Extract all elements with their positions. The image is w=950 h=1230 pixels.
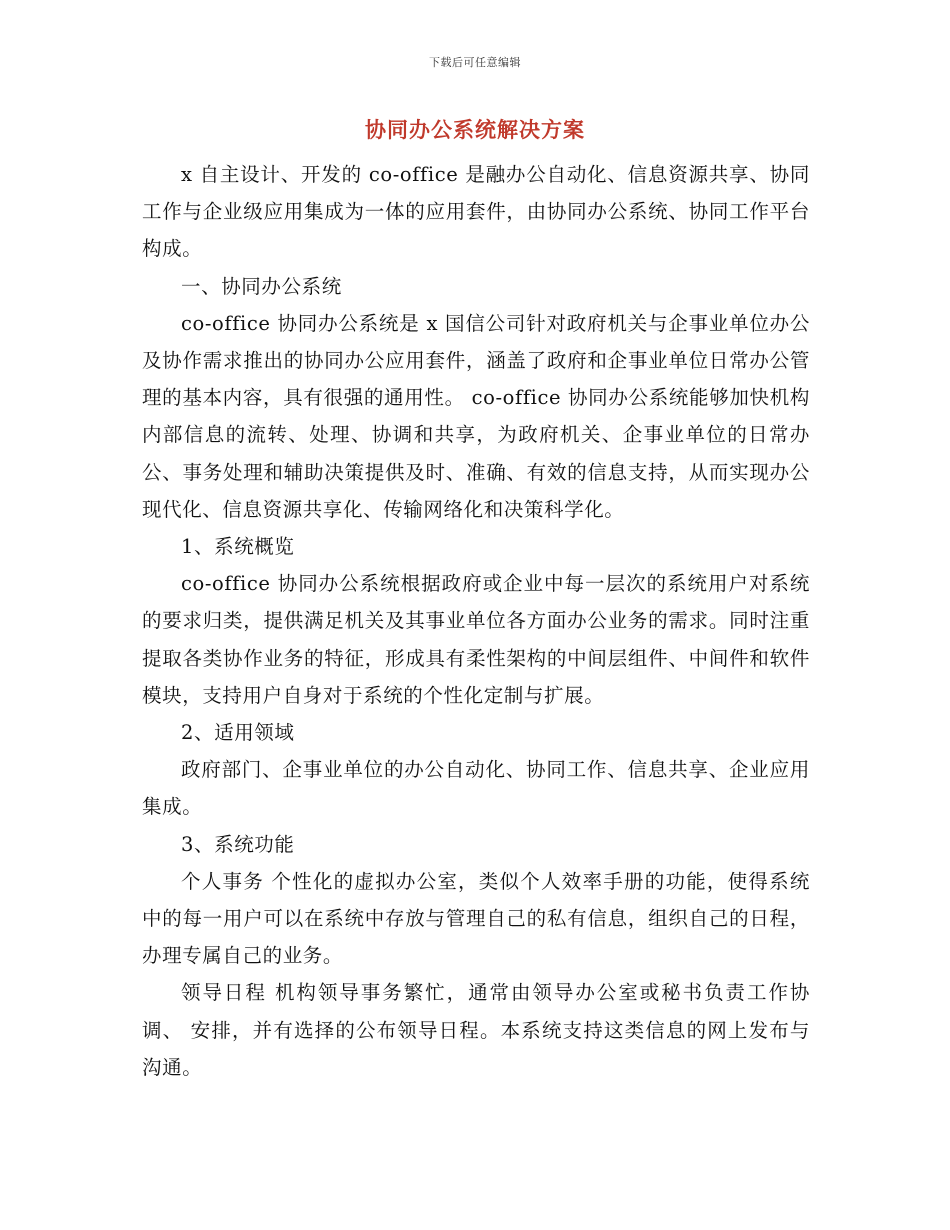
heading-overview: 1、系统概览 <box>181 535 295 559</box>
paragraph-intro: x 自主设计、开发的 co-office 是融办公自动化、信息资源共享、协同工作与企业级应用集成为一体的应用套件，由协同办公系统、协同工作平台构成。 <box>142 163 810 261</box>
paragraph-section-1: co-office 协同办公系统是 x 国信公司针对政府机关与企事业单位办公及协作需求推出的协同办公应用套件，涵盖了政府和企事业单位日常办公管理的基本内容，具有很强的通用性。 co-office 协同办公系统能够加快机构内部信息的流转、处理、协调和共享，为政府机关、企事业单位的日常办公、事务处理和辅助决策提供及时、准确、有效的信息支持，从而实现办公现代化、信息资源共享化、传输网络化和决策科学化。 <box>142 311 810 521</box>
header-note: 下载后可任意编辑 <box>429 56 521 69</box>
document-body <box>142 156 810 1086</box>
heading-functions: 3、系统功能 <box>181 832 295 856</box>
paragraph-overview: co-office 协同办公系统根据政府或企业中每一层次的系统用户对系统的要求归类，提供满足机关及其事业单位各方面办公业务的需求。同时注重提取各类协作业务的特征，形成具有柔性架构的中间层组件、中间件和软件模块，支持用户自身对于系统的个性化定制与扩展。 <box>142 572 810 707</box>
heading-section-1: 一、协同办公系统 <box>181 274 342 298</box>
paragraph-scope: 政府部门、企事业单位的办公自动化、协同工作、信息共享、企业应用集成。 <box>142 758 810 819</box>
heading-scope: 2、适用领域 <box>181 721 295 745</box>
document-title: 协同办公系统解决方案 <box>365 117 585 142</box>
paragraph-personal-affairs: 个人事务 个性化的虚拟办公室，类似个人效率手册的功能，使得系统中的每一用户可以在系统中存放与管理自己的私有信息，组织自己的日程，办理专属自己的业务。 <box>142 869 810 968</box>
paragraph-leader-schedule: 领导日程 机构领导事务繁忙，通常由领导办公室或秘书负责工作协调、 安排，并有选择的公布领导日程。本系统支持这类信息的网上发布与沟通。 <box>142 981 810 1079</box>
